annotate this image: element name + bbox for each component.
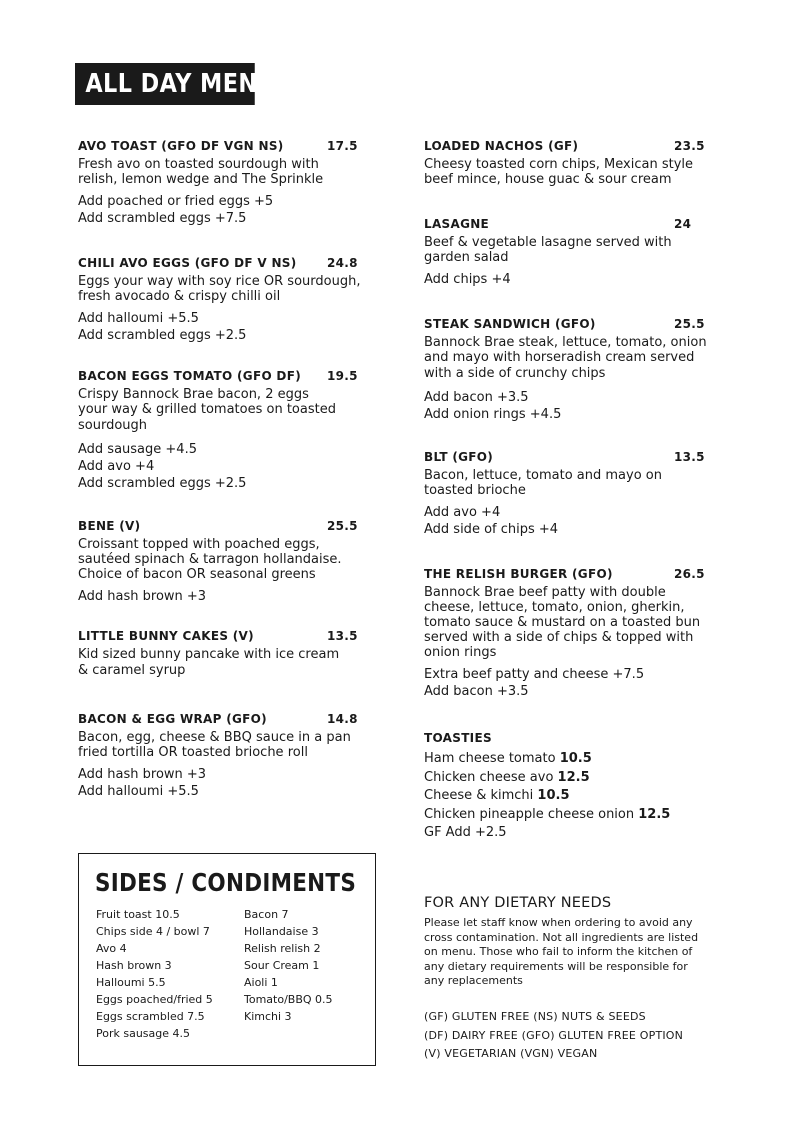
menu-item-description <box>78 730 378 760</box>
description-line: served with a side of chips & topped with <box>424 630 694 645</box>
side-item: Relish relish 2 <box>244 942 321 955</box>
menu-item-addons <box>424 504 729 538</box>
menu-item-name: BENE (V) <box>78 519 141 533</box>
dietary-text-line: Please let staff know when ordering to avoid any <box>424 916 693 929</box>
side-item: Avo 4 <box>96 942 127 955</box>
menu-item-name: BACON & EGG WRAP (GFO) <box>78 712 267 726</box>
description-line: Choice of bacon OR seasonal greens <box>78 567 316 582</box>
menu-item-price: 14.8 <box>327 712 358 726</box>
description-line: cheese, lettuce, tomato, onion, gherkin, <box>424 600 685 615</box>
side-item: Bacon 7 <box>244 908 289 921</box>
menu-item-price: 19.5 <box>327 369 358 383</box>
toastie-price: 10.5 <box>559 751 592 766</box>
toastie-price: 12.5 <box>638 806 671 822</box>
menu-item-description <box>78 274 378 304</box>
sides-column-b <box>244 906 333 1025</box>
menu-item-name: LOADED NACHOS (GF) <box>424 139 579 153</box>
menu-item-header <box>424 449 729 466</box>
toastie-item <box>424 806 729 825</box>
menu-item-description <box>78 387 378 435</box>
menu-item-description <box>424 335 729 383</box>
description-line: Croissant topped with poached eggs, <box>78 537 320 552</box>
description-line: Kid sized bunny pancake with ice cream <box>78 647 340 662</box>
menu-item-price: 17.5 <box>327 139 358 153</box>
dietary-notice <box>424 893 734 989</box>
toasties-section <box>424 730 729 843</box>
dietary-text-line: any replacements <box>424 974 523 987</box>
description-line: sautéed spinach & tarragon hollandaise. <box>78 552 342 567</box>
menu-item-addons <box>78 588 378 605</box>
menu-item-header <box>424 216 729 233</box>
menu-item-header <box>78 711 378 728</box>
side-item: Halloumi 5.5 <box>96 976 166 989</box>
description-line: & caramel syrup <box>78 663 186 678</box>
side-item: Eggs poached/fried 5 <box>96 993 213 1006</box>
description-line: Eggs your way with soy rice OR sourdough, <box>78 274 361 289</box>
description-line: Fresh avo on toasted sourdough with <box>78 157 319 172</box>
side-item: Hash brown 3 <box>96 959 172 972</box>
addon-line: Add bacon +3.5 <box>424 684 529 699</box>
legend-line: (GF) GLUTEN FREE (NS) NUTS & SEEDS <box>424 1010 646 1023</box>
side-item: Hollandaise 3 <box>244 925 319 938</box>
menu-item-price: 24 <box>674 217 692 231</box>
description-line: Cheesy toasted corn chips, Mexican style <box>424 157 694 172</box>
description-line: Crispy Bannock Brae bacon, 2 eggs <box>78 387 309 402</box>
description-line: beef mince, house guac & sour cream <box>424 172 672 187</box>
menu-item-name: BLT (GFO) <box>424 450 494 464</box>
legend-line: (V) VEGETARIAN (VGN) VEGAN <box>424 1047 598 1060</box>
toastie-label: Cheese & kimchi <box>424 788 538 803</box>
addon-line: Add scrambled eggs +7.5 <box>78 211 247 226</box>
addon-line: Add halloumi +5.5 <box>78 311 199 326</box>
description-line: onion rings <box>424 645 497 660</box>
sides-condiments-box <box>78 853 376 1066</box>
addon-line: Add onion rings +4.5 <box>424 407 562 422</box>
addon-line: Add scrambled eggs +2.5 <box>78 476 247 491</box>
menu-item <box>78 711 378 800</box>
menu-item-price: 26.5 <box>674 567 705 581</box>
dietary-text-line: on menu. Those who fail to inform the kitchen of <box>424 945 693 958</box>
menu-item-price: 25.5 <box>674 317 705 331</box>
description-line: Bacon, egg, cheese & BBQ sauce in a pan <box>78 730 351 745</box>
addon-line: Add side of chips +4 <box>424 522 559 537</box>
menu-item-name: THE RELISH BURGER (GFO) <box>424 567 613 581</box>
legend-line: (DF) DAIRY FREE (GFO) GLUTEN FREE OPTION <box>424 1028 684 1042</box>
addon-line: Add poached or fried eggs +5 <box>78 194 274 209</box>
menu-item <box>78 518 378 605</box>
dietary-text <box>424 916 734 989</box>
menu-title: ALL DAY MENU <box>75 63 255 105</box>
menu-item-addons <box>424 389 729 423</box>
menu-item-addons <box>424 666 729 700</box>
toastie-item <box>424 787 729 806</box>
side-item: Tomato/BBQ 0.5 <box>244 993 333 1006</box>
menu-item-name: LITTLE BUNNY CAKES (V) <box>78 629 254 643</box>
description-line: Beef & vegetable lasagne served with <box>424 235 672 250</box>
addon-line: Add avo +4 <box>78 459 155 474</box>
description-line: Bannock Brae steak, lettuce, tomato, onion <box>424 335 707 350</box>
menu-item-addons <box>78 766 378 800</box>
toasties-name: TOASTIES <box>424 731 492 745</box>
addon-line: Extra beef patty and cheese +7.5 <box>424 667 645 682</box>
menu-item <box>78 368 378 492</box>
side-item: Pork sausage 4.5 <box>96 1027 191 1040</box>
dietary-title: FOR ANY DIETARY NEEDS <box>424 895 612 911</box>
addon-line: Add hash brown +3 <box>78 589 207 604</box>
menu-item-header <box>424 316 729 333</box>
side-item: Chips side 4 / bowl 7 <box>96 925 210 938</box>
description-line: garden salad <box>424 250 509 265</box>
side-item: Aioli 1 <box>244 976 278 989</box>
menu-item-name: LASAGNE <box>424 217 490 231</box>
menu-item <box>78 255 378 344</box>
menu-item-description <box>424 468 729 498</box>
sides-title: SIDES / CONDIMENTS <box>95 868 357 897</box>
menu-item <box>424 566 729 700</box>
menu-item-addons <box>78 441 378 492</box>
description-line: with a side of crunchy chips <box>424 366 606 381</box>
toastie-label: Chicken pineapple cheese onion <box>424 806 639 822</box>
menu-item-description <box>424 585 729 660</box>
dietary-legend <box>424 1008 683 1064</box>
toastie-price: 10.5 <box>537 788 570 803</box>
addon-line: Add chips +4 <box>424 272 511 287</box>
toastie-price: 12.5 <box>557 769 590 785</box>
menu-item-addons <box>424 271 729 288</box>
menu-item <box>424 138 729 187</box>
addon-line: Add hash brown +3 <box>78 767 207 782</box>
menu-item <box>424 449 729 538</box>
toastie-label: Chicken cheese avo <box>424 769 558 785</box>
addon-line: Add bacon +3.5 <box>424 390 529 405</box>
description-line: sourdough <box>78 418 148 433</box>
menu-item-addons <box>78 310 378 344</box>
side-item: Fruit toast 10.5 <box>96 908 180 921</box>
description-line: fresh avocado & crispy chilli oil <box>78 289 281 304</box>
menu-item-header <box>78 628 378 645</box>
description-line: Bannock Brae beef patty with double <box>424 585 666 600</box>
menu-item-name: CHILI AVO EGGS (GFO DF V NS) <box>78 256 297 270</box>
side-item: Sour Cream 1 <box>244 959 320 972</box>
description-line: and mayo with horseradish cream served <box>424 350 695 365</box>
side-item: Eggs scrambled 7.5 <box>96 1010 205 1023</box>
toastie-gf-add: GF Add +2.5 <box>424 825 507 840</box>
toasties-list <box>424 750 729 843</box>
menu-item-header <box>78 368 378 385</box>
menu-item <box>424 316 729 423</box>
menu-item-header <box>424 566 729 583</box>
description-line: your way & grilled tomatoes on toasted <box>78 402 336 417</box>
addon-line: Add avo +4 <box>424 505 501 520</box>
menu-item-description <box>78 157 378 187</box>
menu-item <box>78 628 378 680</box>
menu-item-header <box>78 518 378 535</box>
addon-line: Add halloumi +5.5 <box>78 784 199 799</box>
menu-item-description <box>78 537 378 582</box>
menu-item <box>78 138 378 227</box>
menu-item-name: STEAK SANDWICH (GFO) <box>424 317 596 331</box>
description-line: relish, lemon wedge and The Sprinkle <box>78 172 324 187</box>
dietary-text-line: any dietary requirements will be responsible for <box>424 959 688 973</box>
menu-item-price: 25.5 <box>327 519 358 533</box>
menu-item-price: 13.5 <box>327 629 358 643</box>
description-line: tomato sauce & mustard on a toasted bun <box>424 615 701 630</box>
menu-item-price: 24.8 <box>327 256 358 270</box>
addon-line: Add scrambled eggs +2.5 <box>78 328 247 343</box>
dietary-text-line: cross contamination. Not all ingredients are listed <box>424 930 699 944</box>
side-item: Kimchi 3 <box>244 1010 292 1023</box>
menu-item-addons <box>78 193 378 227</box>
description-line: toasted brioche <box>424 483 526 498</box>
menu-item-description <box>424 235 729 265</box>
toastie-item <box>424 750 729 769</box>
toastie-label: Ham cheese tomato <box>424 751 560 766</box>
sides-column-a <box>96 906 213 1042</box>
menu-item-description <box>78 647 378 680</box>
menu-item-header <box>78 255 378 272</box>
addon-line: Add sausage +4.5 <box>78 442 197 457</box>
menu-item-header <box>424 138 729 155</box>
menu-item-price: 23.5 <box>674 139 705 153</box>
description-line: fried tortilla OR toasted brioche roll <box>78 745 308 760</box>
menu-item-price: 13.5 <box>674 450 705 464</box>
menu-item-name: AVO TOAST (GFO DF VGN NS) <box>78 139 284 153</box>
description-line: Bacon, lettuce, tomato and mayo on <box>424 468 662 483</box>
menu-item-name: BACON EGGS TOMATO (GFO DF) <box>78 369 301 383</box>
menu-item-header <box>78 138 378 155</box>
toastie-item <box>424 769 729 788</box>
menu-item-description <box>424 157 729 187</box>
toasties-header <box>424 730 729 747</box>
menu-item <box>424 216 729 288</box>
